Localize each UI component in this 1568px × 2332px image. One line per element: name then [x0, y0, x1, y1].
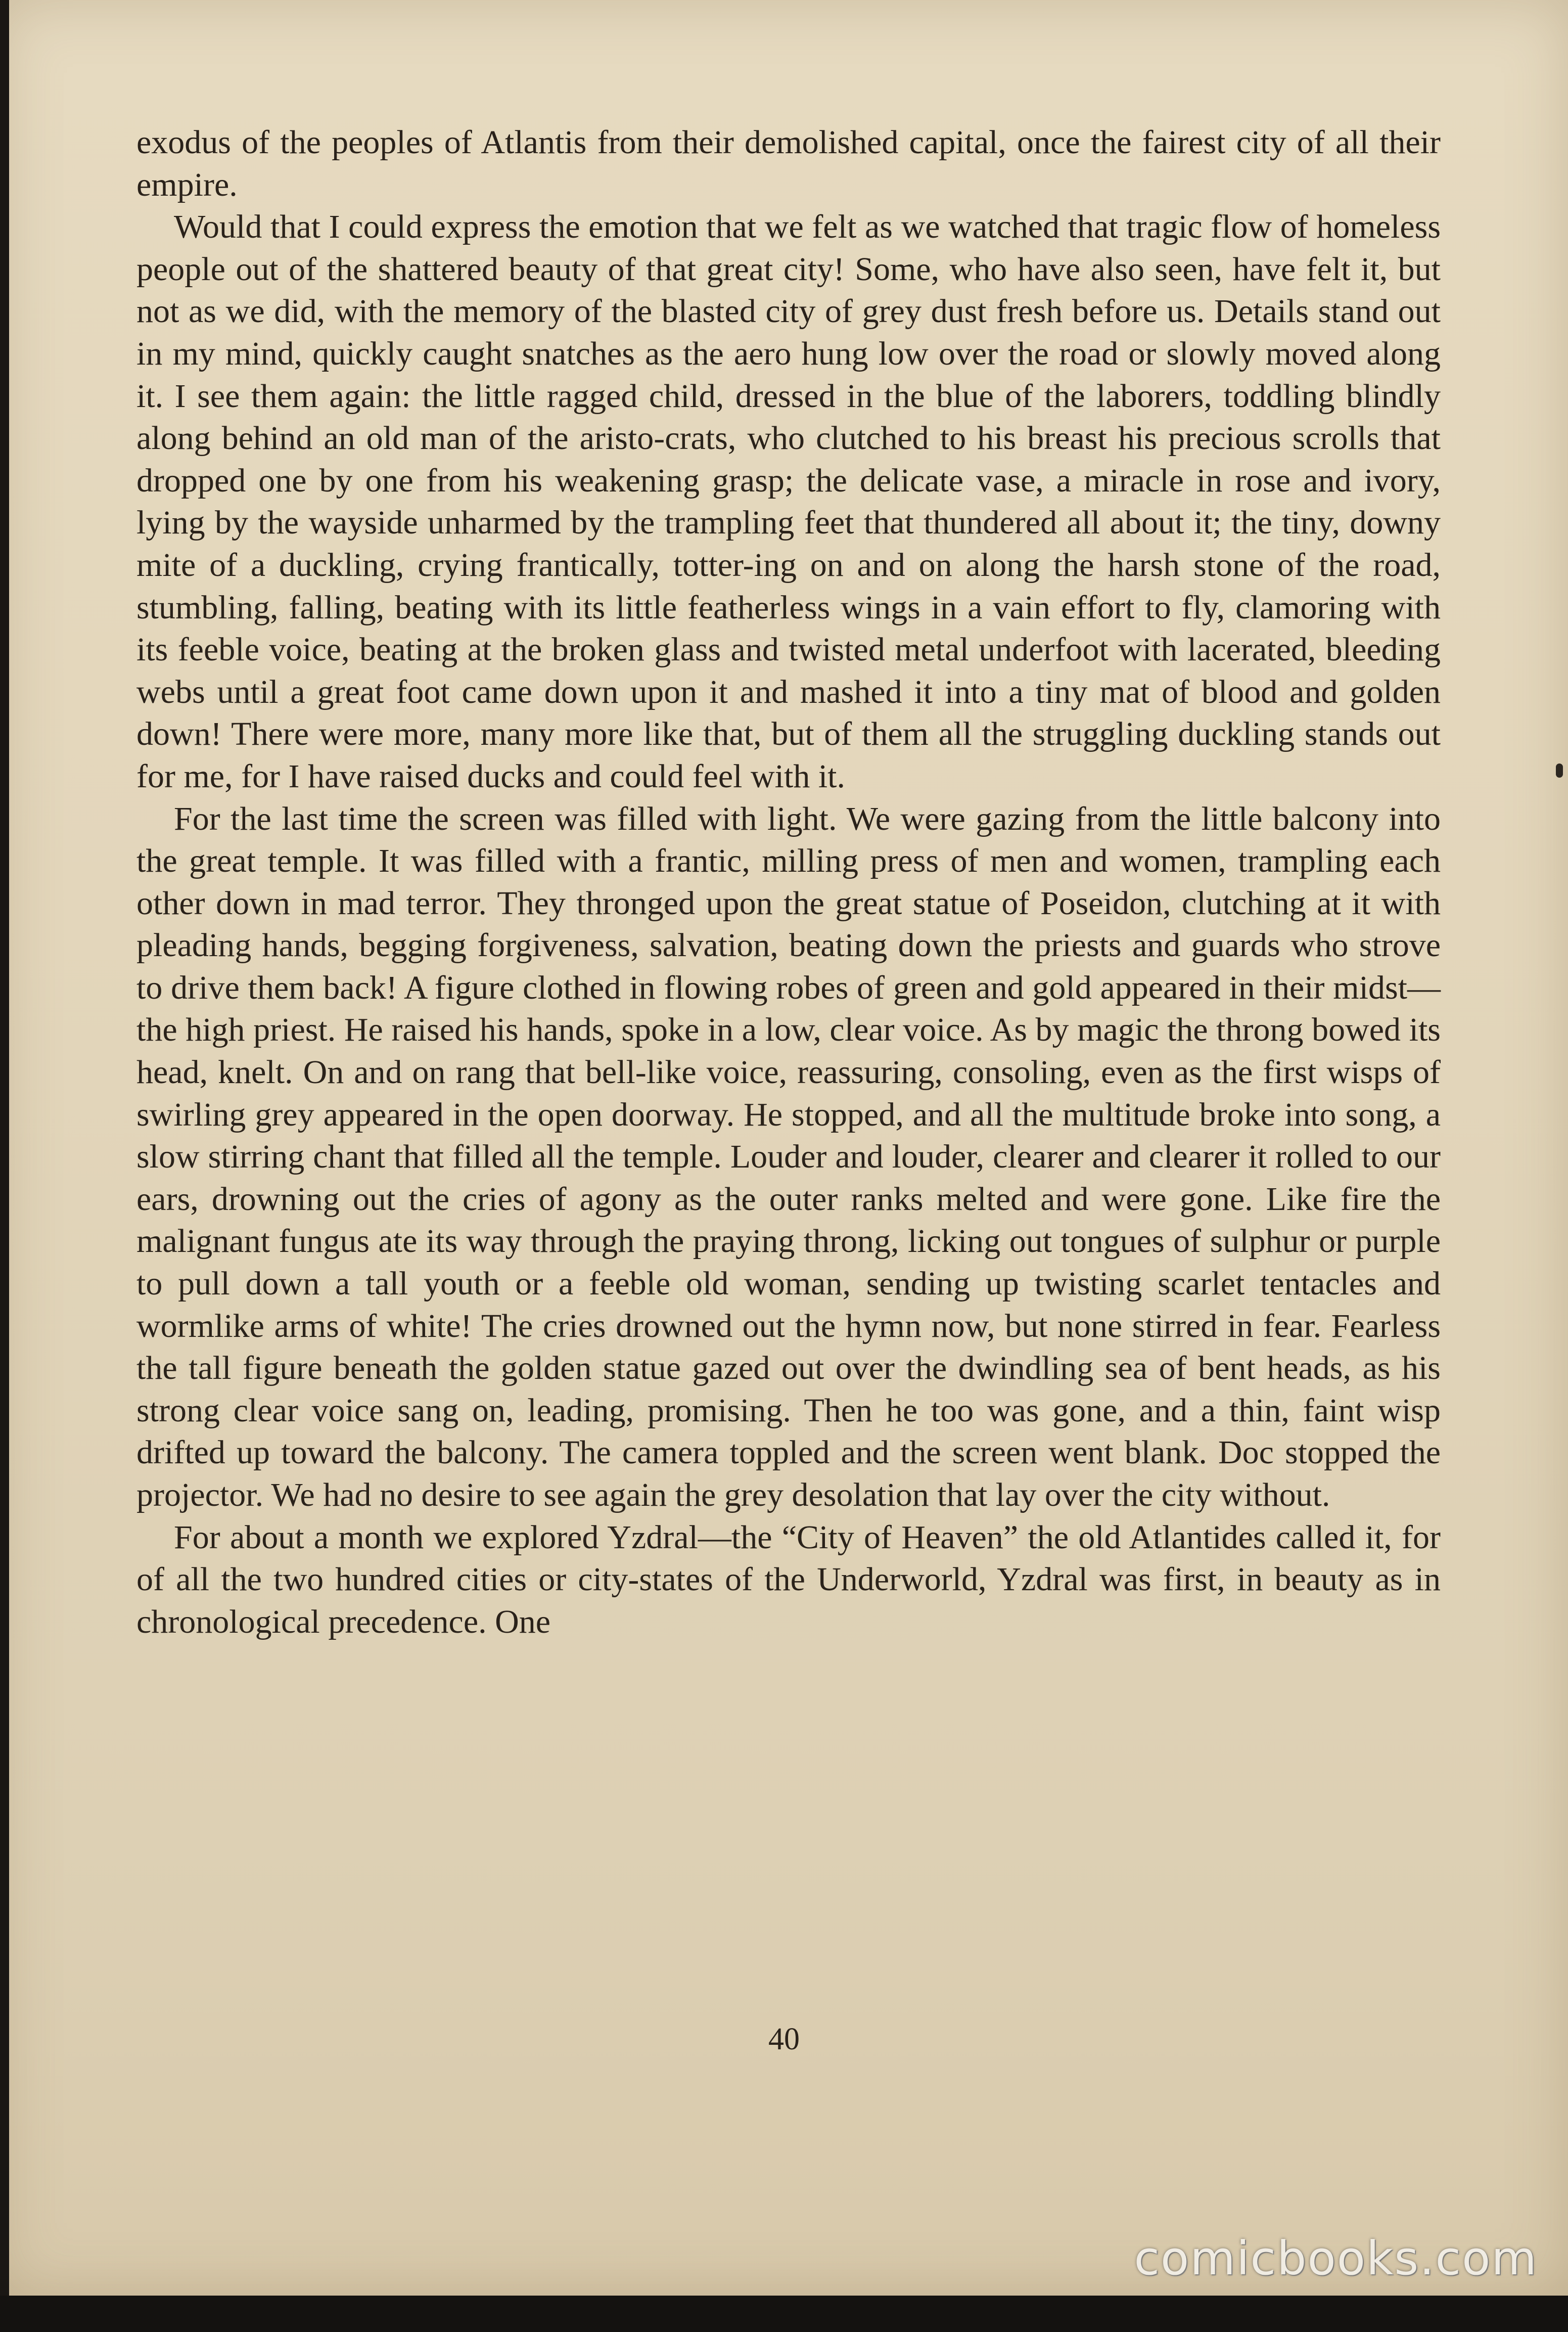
- paragraph-exodus: exodus of the peoples of Atlantis from their demolished capital, once the fairest city of all their empire.: [136, 124, 1441, 203]
- page-left-edge: [0, 0, 9, 2296]
- paragraph-tragic-flow: Would that I could express the emotion that we felt as we watched that tragic flow of homeless people out of the shattered beauty of that great city! Some, who have also seen, have felt it, but not as we did, with the memory of the blasted city of grey dust fresh before us. Details stand out in my mind, quickly caught snatches as the aero hung low over the road or slowly moved along it. I see them again: the little ragged child, dressed in the blue of the laborers, toddling blindly along behind an old man of the aristo-crats, who clutched to his breast his precious scrolls that dropped one by one from his weakening grasp; the delicate vase, a miracle in rose and ivory, lying by the wayside unharmed by the trampling feet that thundered all about it; the tiny, downy mite of a duckling, crying frantically, totter-ing on and on along the harsh stone of the road, stumbling, falling, beating with its little featherless wings in a vain effort to fly, clamoring with its feeble voice, beating at the broken glass and twisted metal underfoot with lacerated, bleeding webs until a great foot came down upon it and mashed it into a tiny mat of blood and golden down! There were more, many more like that, but of them all the struggling duckling stands out for me, for I have raised ducks and could feel with it.: [136, 208, 1441, 795]
- page-speck: [1556, 764, 1563, 778]
- paragraph-yzdral: For about a month we explored Yzdral—the “City of Heaven” the old Atlantides called it, for of all the two hundred cities or city-states of the Underworld, Yzdral was first, in beauty as in chronological precedence. One: [136, 1518, 1441, 1640]
- page-number: 40: [768, 2022, 800, 2056]
- paragraph-temple: For the last time the screen was filled with light. We were gazing from the little balcony into the great temple. It was filled with a frantic, milling press of men and women, trampling each other down in mad terror. They thronged upon the great statue of Poseidon, clutching at it with pleading hands, begging forgiveness, salvation, beating down the priests and guards who strove to drive them back! A figure clothed in flowing robes of green and gold appeared in their midst—the high priest. He raised his hands, spoke in a low, clear voice. As by magic the throng bowed its head, knelt. On and on rang that bell-like voice, reassuring, consoling, even as the first wisps of swirling grey appeared in the open doorway. He stopped, and all the multitude broke into song, a slow stirring chant that filled all the temple. Louder and louder, clearer and clearer it rolled to our ears, drowning out the cries of agony as the outer ranks melted and were gone. Like fire the malignant fungus ate its way through the praying throng, licking out tongues of sulphur or purple to pull down a tall youth or a feeble old woman, sending up twisting scarlet tentacles and wormlike arms of white! The cries drowned out the hymn now, but none stirred in fear. Fearless the tall figure beneath the golden statue gazed out over the dwindling sea of bent heads, as his strong clear voice sang on, leading, promising. Then he too was gone, and a thin, faint wisp drifted up toward the balcony. The camera toppled and the screen went blank. Doc stopped the projector. We had no desire to see again the grey desolation that lay over the city without.: [136, 800, 1441, 1513]
- watermark-logo: comicbooks.com: [1134, 2231, 1538, 2285]
- body-text: [136, 121, 1441, 1643]
